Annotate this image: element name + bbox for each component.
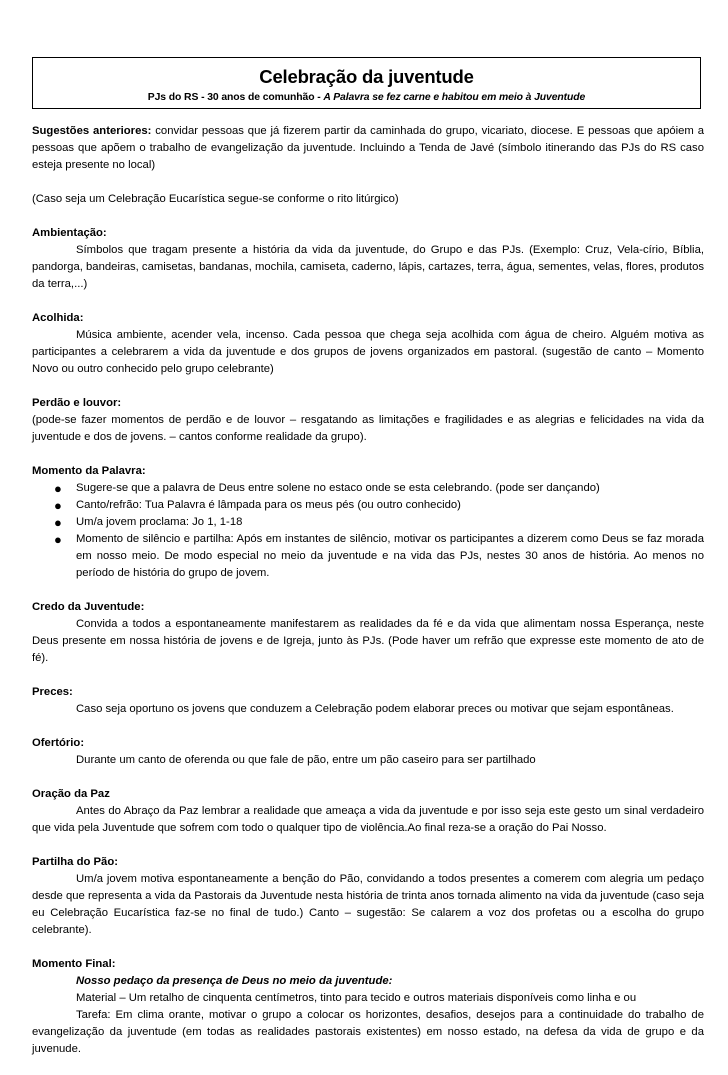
- list-item: [32, 497, 704, 514]
- section-note: [32, 191, 704, 208]
- title-box: [32, 57, 701, 109]
- perdao-text: (pode-se fazer momentos de perdão e de louvor – resgatando as limitações e fragilidades e as alegrias e felicidades na vida da juventude e dos de jovens. – cantos conforme realidade da grupo).: [32, 414, 704, 443]
- bullet-icon: ●: [54, 481, 62, 496]
- section-ambientacao: [32, 225, 704, 293]
- list-item: [32, 480, 704, 497]
- bullet-icon: ●: [54, 498, 62, 513]
- bullet-icon: ●: [54, 532, 62, 547]
- subtitle-italic: A Palavra se fez carne e habitou em meio à Juventude: [323, 92, 586, 103]
- list-item: [32, 514, 704, 531]
- intro-paragraph: [32, 123, 704, 174]
- intro-text: convidar pessoas que já fizerem partir da caminhada do grupo, vicariato, diocese. E pessoas que apóiem a pessoas que apõem o trabalho de evangelização da juventude. Incluindo a Tenda de Javé (símbolo itinerando das PJs do RS caso esteja presente no local): [32, 125, 704, 171]
- final-heading: Momento Final:: [32, 958, 116, 970]
- section-credo: [32, 599, 704, 667]
- section-partilha: [32, 854, 704, 939]
- final-subheading: Nosso pedaço da presença de Deus no meio da juventude:: [76, 975, 393, 987]
- bullet-icon: ●: [54, 515, 62, 530]
- final-tarefa: Tarefa: Em clima orante, motivar o grupo a colocar os horizontes, desafios, desejos para a continuidade do trabalho de evangelização da juventude (em todas as realidades pastorais existentes) em nosso estado, na defesa da vida de grupo e da juvenude.: [32, 1009, 704, 1055]
- section-perdao: [32, 395, 704, 446]
- palavra-list: [32, 480, 704, 582]
- ambientacao-heading: Ambientação:: [32, 227, 107, 239]
- list-item-text: Um/a jovem proclama: Jo 1, 1-18: [76, 516, 243, 528]
- credo-text: Convida a todos a espontaneamente manifestarem as realidades da fé e da vida que alimentam nossa Esperança, neste Deus presente em nossa história de jovens e de Igreja, junto às PJs. (Pode haver um refrão que expresse este momento de ato de fé).: [32, 618, 704, 664]
- page-subtitle: [33, 91, 700, 105]
- preces-text: Caso seja oportuno os jovens que conduzem a Celebração podem elaborar preces ou motivar que sejam espontâneas.: [76, 703, 674, 715]
- note-text: (Caso seja um Celebração Eucarística segue-se conforme o rito litúrgico): [32, 193, 399, 205]
- section-acolhida: [32, 310, 704, 378]
- section-palavra: [32, 463, 704, 582]
- ofertorio-text: Durante um canto de oferenda ou que fale de pão, entre um pão caseiro para ser partilhado: [76, 754, 536, 766]
- section-ofertorio: [32, 735, 704, 769]
- preces-heading: Preces:: [32, 686, 73, 698]
- paz-heading: Oração da Paz: [32, 788, 110, 800]
- section-preces: [32, 684, 704, 718]
- list-item-text: Canto/refrão: Tua Palavra é lâmpada para os meus pés (ou outro conhecido): [76, 499, 461, 511]
- paz-text: Antes do Abraço da Paz lembrar a realidade que ameaça a vida da juventude e por isso seja este gesto um sinal verdadeiro que vida pela Juventude que sofrem com todo o qualquer tipo de violência.Ao final reza-se a oração do Pai Nosso.: [32, 805, 704, 834]
- list-item: [32, 531, 704, 582]
- section-paz: [32, 786, 704, 837]
- partilha-text: Um/a jovem motiva espontaneamente a benção do Pão, convidando a todos presentes a comerem com alegria um pedaço desde que representa a vida da Pastorais da Juventude nesta história de trinta anos tornada alimento na vida da juventude (caso seja eu Celebração Eucarística faz-se no final de tudo.) Canto – sugestão: Se calarem a voz dos profetas ou a escolha do grupo celebrante).: [32, 873, 704, 936]
- acolhida-text: Música ambiente, acender vela, incenso. Cada pessoa que chega seja acolhida com água de cheiro. Alguém motiva as participantes a celebrarem a vida da juventude e dos grupos de jovens organizados em pastoral. (sugestão de canto – Momento Novo ou outro conhecido pelo grupo celebrante): [32, 329, 704, 375]
- list-item-text: Momento de silêncio e partilha: Após em instantes de silêncio, motivar os participantes a dizerem como Deus se faz morada em nosso meio. De modo especial no meio da juventude e na vida das PJs, nestes 30 anos de história. Ao menos no período de história do grupo de jovem.: [76, 533, 704, 579]
- ambientacao-text: Símbolos que tragam presente a história da vida da juventude, do Grupo e das PJs. (Exemplo: Cruz, Vela-círio, Bíblia, pandorga, bandeiras, camisetas, bandanas, mochila, camiseta, caderno, lápis, cartazes, terra, água, sementes, velas, flores, produtos da terra,...): [32, 244, 704, 290]
- palavra-heading: Momento da Palavra:: [32, 465, 146, 477]
- document-body: [32, 123, 704, 1075]
- final-material: Material – Um retalho de cinquenta centímetros, tinto para tecido e outros materiais disponíveis como linha e ou: [76, 992, 637, 1004]
- credo-heading: Credo da Juventude:: [32, 601, 145, 613]
- section-intro: [32, 123, 704, 174]
- acolhida-heading: Acolhida:: [32, 312, 84, 324]
- intro-label: Sugestões anteriores:: [32, 125, 152, 137]
- perdao-heading: Perdão e louvor:: [32, 397, 122, 409]
- section-final: [32, 956, 704, 1058]
- page-title: Celebração da juventude: [259, 66, 474, 87]
- list-item-text: Sugere-se que a palavra de Deus entre solene no estaco onde se esta celebrando. (pode ser dançando): [76, 482, 600, 494]
- partilha-heading: Partilha do Pão:: [32, 856, 118, 868]
- ofertorio-heading: Ofertório:: [32, 737, 85, 749]
- subtitle-main: PJs do RS - 30 anos de comunhão -: [147, 92, 324, 103]
